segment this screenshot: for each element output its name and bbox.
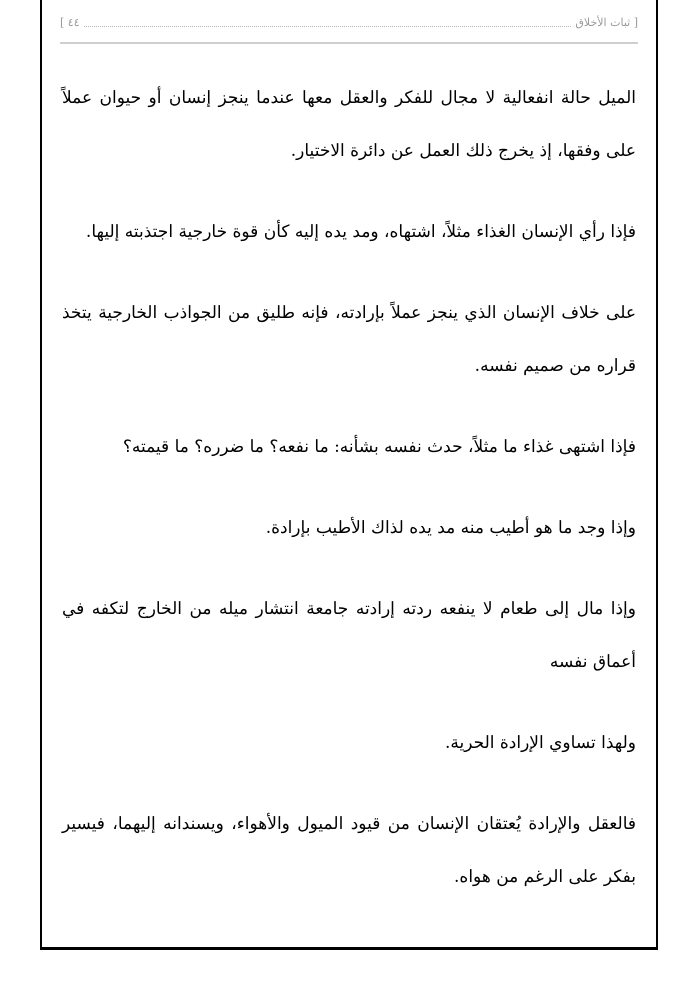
running-header [60,16,638,44]
header-page-number: ٤٤ ] [60,16,80,29]
paragraph: وإذا مال إلى طعام لا ينفعه ردته إرادته جامعة انتشار ميله من الخارج لتكفه في أعماق نفسه [62,599,636,672]
header-book-title: [ ثبات الأخلاق [575,16,638,29]
header-dotted-leader [84,16,572,27]
paragraph: فإذا اشتهى غذاء ما مثلاً، حدث نفسه بشأنه: ما نفعه؟ ما ضرره؟ ما قيمته؟ [122,437,636,457]
paragraph: ولهذا تساوي الإرادة الحرية. [444,733,636,753]
paragraph: الميل حالة انفعالية لا مجال للفكر والعقل معها عندما ينجز إنسان أو حيوان عملاً على وفقها، إذ يخرج ذلك العمل عن دائرة الاختيار. [62,88,636,161]
paragraph: وإذا وجد ما هو أطيب منه مد يده لذاك الأطيب بإرادة. [265,518,636,538]
page-frame [40,0,658,950]
paragraph: فإذا رأي الإنسان الغذاء مثلاً، اشتهاه، ومد يده إليه كأن قوة خارجية اجتذبته إليها. [85,222,636,242]
page-body [62,72,636,932]
paragraph: على خلاف الإنسان الذي ينجز عملاً بإرادته، فإنه طليق من الجواذب الخارجية يتخذ قراره من صميم نفسه. [62,303,636,376]
paragraph: فالعقل والإرادة يُعتقان الإنسان من قيود الميول والأهواء، ويسندانه إليهما، فيسير بفكر على الرغم من هواه. [62,814,636,887]
